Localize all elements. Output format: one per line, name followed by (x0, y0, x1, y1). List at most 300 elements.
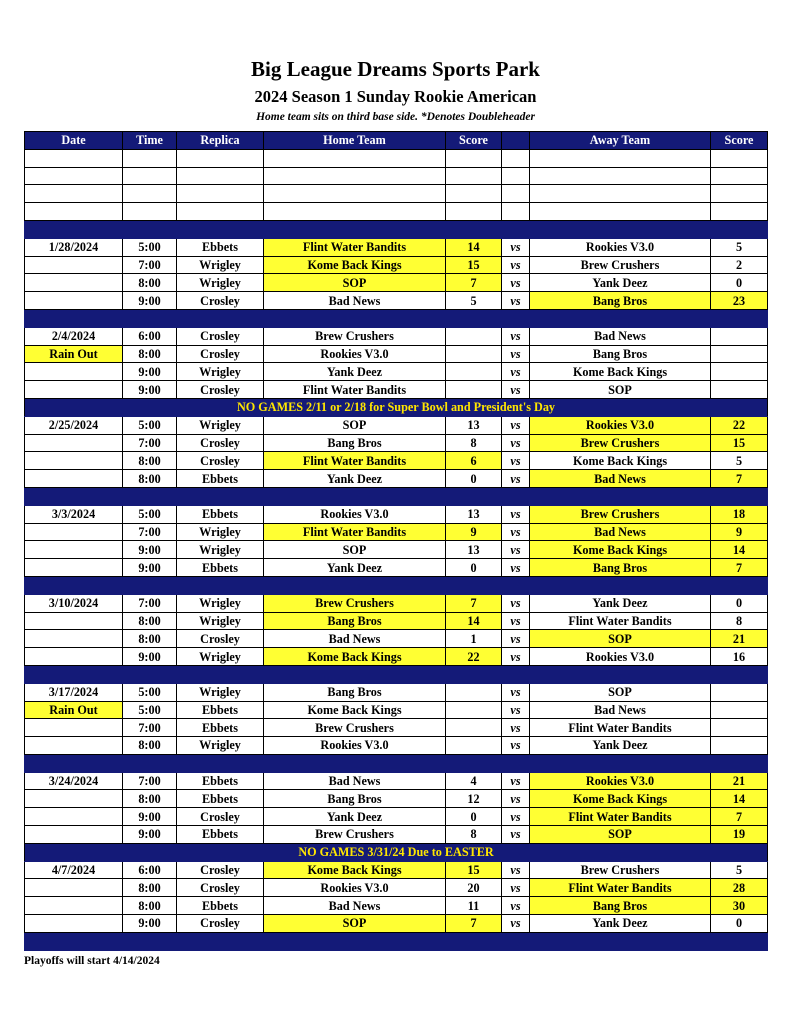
home-score-cell: 0 (446, 559, 502, 577)
home-score-cell: 0 (446, 808, 502, 826)
home-score-cell (446, 327, 502, 345)
game-row (25, 452, 768, 470)
empty-cell-time (123, 185, 177, 203)
separator-cell-away-score (711, 220, 768, 238)
game-row (25, 772, 768, 790)
away-score-cell: 28 (711, 879, 768, 897)
empty-cell-vs (502, 167, 530, 185)
game-row (25, 737, 768, 755)
home-team-cell: Flint Water Bandits (264, 238, 446, 256)
date-cell (25, 381, 123, 399)
date-cell (25, 790, 123, 808)
date-cell (25, 541, 123, 559)
vs-cell: vs (502, 861, 530, 879)
page-subtitle: 2024 Season 1 Sunday Rookie American (254, 87, 537, 106)
separator-cell-away-score (711, 665, 768, 683)
replica-cell: Wrigley (177, 523, 264, 541)
vs-cell: vs (502, 808, 530, 826)
footer-note: Playoffs will start 4/14/2024 (24, 955, 160, 967)
replica-cell: Ebbets (177, 470, 264, 488)
away-team-cell: Kome Back Kings (530, 452, 711, 470)
separator-cell-away-team (530, 576, 711, 594)
home-score-cell: 5 (446, 292, 502, 310)
home-score-cell (446, 683, 502, 701)
replica-cell: Crosley (177, 434, 264, 452)
vs-cell: vs (502, 345, 530, 363)
empty-cell-away-team (530, 185, 711, 203)
time-cell: 7:00 (123, 434, 177, 452)
empty-cell-vs (502, 185, 530, 203)
home-team-cell: Rookies V3.0 (264, 505, 446, 523)
replica-cell: Crosley (177, 327, 264, 345)
vs-cell: vs (502, 523, 530, 541)
col-header-away-score: Score (711, 132, 768, 150)
away-team-cell: Bad News (530, 701, 711, 719)
game-row (25, 470, 768, 488)
time-cell: 9:00 (123, 363, 177, 381)
home-team-cell: Rookies V3.0 (264, 879, 446, 897)
away-score-cell (711, 363, 768, 381)
separator-cell-home-team (264, 932, 446, 950)
vs-cell: vs (502, 238, 530, 256)
date-cell (25, 826, 123, 844)
empty-cell-away-score (711, 185, 768, 203)
home-team-cell: Flint Water Bandits (264, 523, 446, 541)
home-score-cell: 4 (446, 772, 502, 790)
home-score-cell: 15 (446, 861, 502, 879)
date-cell (25, 612, 123, 630)
vs-cell: vs (502, 826, 530, 844)
time-cell: 9:00 (123, 648, 177, 666)
separator-cell-away-team (530, 754, 711, 772)
separator-cell-date (25, 220, 123, 238)
game-row (25, 523, 768, 541)
home-score-cell: 8 (446, 826, 502, 844)
home-team-cell: Yank Deez (264, 470, 446, 488)
separator-cell-home-team (264, 309, 446, 327)
date-cell: 1/28/2024 (25, 238, 123, 256)
separator-cell-home-score (446, 754, 502, 772)
away-team-cell: SOP (530, 381, 711, 399)
home-team-cell: Kome Back Kings (264, 861, 446, 879)
vs-cell: vs (502, 630, 530, 648)
separator-cell-replica (177, 665, 264, 683)
away-score-cell: 5 (711, 238, 768, 256)
home-team-cell: Brew Crushers (264, 327, 446, 345)
away-team-cell: Bad News (530, 523, 711, 541)
away-team-cell: Yank Deez (530, 594, 711, 612)
time-cell: 5:00 (123, 683, 177, 701)
replica-cell: Wrigley (177, 648, 264, 666)
game-row (25, 897, 768, 915)
away-team-cell: Kome Back Kings (530, 363, 711, 381)
time-cell: 8:00 (123, 470, 177, 488)
away-team-cell: Flint Water Bandits (530, 612, 711, 630)
separator-cell-vs (502, 665, 530, 683)
game-row (25, 416, 768, 434)
time-cell: 8:00 (123, 452, 177, 470)
separator-cell-home-team (264, 220, 446, 238)
game-row (25, 719, 768, 737)
game-row (25, 559, 768, 577)
replica-cell: Ebbets (177, 238, 264, 256)
empty-cell-vs (502, 203, 530, 221)
home-score-cell (446, 719, 502, 737)
vs-cell: vs (502, 648, 530, 666)
home-team-cell: Bang Bros (264, 434, 446, 452)
date-cell (25, 897, 123, 915)
separator-cell-replica (177, 576, 264, 594)
away-score-cell: 19 (711, 826, 768, 844)
game-row (25, 808, 768, 826)
away-score-cell: 14 (711, 541, 768, 559)
replica-cell: Ebbets (177, 505, 264, 523)
separator-row (25, 309, 768, 327)
col-header-home-team: Home Team (264, 132, 446, 150)
game-row (25, 612, 768, 630)
date-cell: 2/25/2024 (25, 416, 123, 434)
away-score-cell: 7 (711, 470, 768, 488)
time-cell: 8:00 (123, 879, 177, 897)
away-team-cell: SOP (530, 826, 711, 844)
away-score-cell: 16 (711, 648, 768, 666)
away-score-cell: 21 (711, 630, 768, 648)
replica-cell: Ebbets (177, 772, 264, 790)
away-team-cell: Bang Bros (530, 345, 711, 363)
replica-cell: Wrigley (177, 363, 264, 381)
empty-row (25, 149, 768, 167)
away-team-cell: Yank Deez (530, 915, 711, 933)
game-row (25, 327, 768, 345)
home-score-cell: 15 (446, 256, 502, 274)
separator-cell-home-team (264, 754, 446, 772)
separator-cell-home-team (264, 665, 446, 683)
away-score-cell (711, 327, 768, 345)
date-cell (25, 452, 123, 470)
separator-cell-vs (502, 754, 530, 772)
away-team-cell: Bad News (530, 327, 711, 345)
time-cell: 9:00 (123, 381, 177, 399)
away-score-cell: 0 (711, 915, 768, 933)
away-score-cell: 30 (711, 897, 768, 915)
away-score-cell: 22 (711, 416, 768, 434)
away-team-cell: Flint Water Bandits (530, 808, 711, 826)
replica-cell: Crosley (177, 630, 264, 648)
away-team-cell: Rookies V3.0 (530, 238, 711, 256)
home-score-cell: 9 (446, 523, 502, 541)
notice-row (25, 843, 768, 861)
separator-row (25, 576, 768, 594)
home-score-cell: 1 (446, 630, 502, 648)
vs-cell: vs (502, 559, 530, 577)
replica-cell: Wrigley (177, 416, 264, 434)
notice-row (25, 398, 768, 416)
time-cell: 8:00 (123, 630, 177, 648)
home-score-cell (446, 345, 502, 363)
separator-cell-home-score (446, 487, 502, 505)
empty-cell-home-team (264, 185, 446, 203)
separator-row (25, 754, 768, 772)
separator-cell-vs (502, 220, 530, 238)
separator-cell-away-score (711, 754, 768, 772)
col-header-vs (502, 132, 530, 150)
time-cell: 5:00 (123, 416, 177, 434)
date-cell (25, 648, 123, 666)
vs-cell: vs (502, 594, 530, 612)
date-cell: 2/4/2024 (25, 327, 123, 345)
replica-cell: Ebbets (177, 826, 264, 844)
separator-cell-away-team (530, 220, 711, 238)
separator-cell-vs (502, 309, 530, 327)
home-team-cell: SOP (264, 915, 446, 933)
empty-cell-home-team (264, 203, 446, 221)
time-cell: 8:00 (123, 790, 177, 808)
home-team-cell: Bang Bros (264, 612, 446, 630)
game-row (25, 915, 768, 933)
date-cell (25, 719, 123, 737)
home-score-cell (446, 363, 502, 381)
separator-cell-home-score (446, 932, 502, 950)
time-cell: 9:00 (123, 292, 177, 310)
page-title: Big League Dreams Sports Park (251, 57, 540, 81)
away-team-cell: Rookies V3.0 (530, 772, 711, 790)
date-cell (25, 292, 123, 310)
home-score-cell: 0 (446, 470, 502, 488)
replica-cell: Ebbets (177, 559, 264, 577)
separator-row (25, 220, 768, 238)
home-score-cell: 13 (446, 541, 502, 559)
replica-cell: Wrigley (177, 594, 264, 612)
empty-cell-home-team (264, 149, 446, 167)
separator-cell-away-team (530, 665, 711, 683)
time-cell: 9:00 (123, 808, 177, 826)
home-score-cell: 14 (446, 612, 502, 630)
date-cell (25, 363, 123, 381)
notice-text: NO GAMES 2/11 or 2/18 for Super Bowl and President's Day (25, 398, 768, 416)
time-cell: 9:00 (123, 826, 177, 844)
schedule-table (24, 131, 768, 951)
separator-cell-time (123, 665, 177, 683)
vs-cell: vs (502, 772, 530, 790)
home-score-cell: 7 (446, 915, 502, 933)
time-cell: 7:00 (123, 594, 177, 612)
col-header-home-score: Score (446, 132, 502, 150)
away-team-cell: Flint Water Bandits (530, 879, 711, 897)
separator-row (25, 665, 768, 683)
home-team-cell: Brew Crushers (264, 826, 446, 844)
vs-cell: vs (502, 737, 530, 755)
replica-cell: Crosley (177, 292, 264, 310)
away-score-cell (711, 737, 768, 755)
separator-cell-home-score (446, 576, 502, 594)
date-cell (25, 737, 123, 755)
away-team-cell: Bad News (530, 470, 711, 488)
header-row (25, 132, 768, 150)
date-cell (25, 434, 123, 452)
empty-cell-date (25, 167, 123, 185)
rain-out-label: Rain Out (25, 701, 123, 719)
time-cell: 9:00 (123, 915, 177, 933)
game-row (25, 363, 768, 381)
away-score-cell: 7 (711, 808, 768, 826)
time-cell: 6:00 (123, 861, 177, 879)
away-score-cell: 2 (711, 256, 768, 274)
away-score-cell: 23 (711, 292, 768, 310)
separator-cell-date (25, 576, 123, 594)
replica-cell: Wrigley (177, 274, 264, 292)
game-row (25, 238, 768, 256)
game-row (25, 345, 768, 363)
game-row (25, 826, 768, 844)
separator-cell-replica (177, 487, 264, 505)
empty-cell-away-team (530, 167, 711, 185)
page-note: Home team sits on third base side. *Denotes Doubleheader (256, 111, 535, 123)
notice-text: NO GAMES 3/31/24 Due to EASTER (25, 843, 768, 861)
replica-cell: Crosley (177, 345, 264, 363)
away-team-cell: Rookies V3.0 (530, 648, 711, 666)
away-score-cell (711, 381, 768, 399)
empty-cell-time (123, 203, 177, 221)
game-row (25, 434, 768, 452)
time-cell: 6:00 (123, 327, 177, 345)
separator-row (25, 932, 768, 950)
game-row (25, 683, 768, 701)
empty-cell-away-team (530, 149, 711, 167)
game-row (25, 541, 768, 559)
separator-cell-away-team (530, 487, 711, 505)
home-team-cell: Rookies V3.0 (264, 737, 446, 755)
home-score-cell: 8 (446, 434, 502, 452)
game-row (25, 505, 768, 523)
separator-cell-home-score (446, 309, 502, 327)
home-team-cell: Bad News (264, 772, 446, 790)
vs-cell: vs (502, 719, 530, 737)
separator-cell-replica (177, 309, 264, 327)
vs-cell: vs (502, 256, 530, 274)
game-row (25, 790, 768, 808)
vs-cell: vs (502, 381, 530, 399)
vs-cell: vs (502, 897, 530, 915)
home-score-cell: 7 (446, 594, 502, 612)
home-team-cell: Yank Deez (264, 808, 446, 826)
empty-row (25, 167, 768, 185)
home-score-cell: 12 (446, 790, 502, 808)
separator-cell-vs (502, 932, 530, 950)
away-score-cell: 14 (711, 790, 768, 808)
separator-cell-away-team (530, 932, 711, 950)
time-cell: 8:00 (123, 737, 177, 755)
separator-cell-time (123, 754, 177, 772)
col-header-away-team: Away Team (530, 132, 711, 150)
date-cell (25, 630, 123, 648)
game-row (25, 274, 768, 292)
home-team-cell: SOP (264, 416, 446, 434)
empty-cell-replica (177, 185, 264, 203)
time-cell: 7:00 (123, 523, 177, 541)
away-team-cell: SOP (530, 683, 711, 701)
game-row (25, 879, 768, 897)
home-score-cell: 13 (446, 416, 502, 434)
vs-cell: vs (502, 915, 530, 933)
time-cell: 5:00 (123, 505, 177, 523)
game-row (25, 648, 768, 666)
vs-cell: vs (502, 701, 530, 719)
away-score-cell (711, 719, 768, 737)
away-score-cell: 7 (711, 559, 768, 577)
away-team-cell: Rookies V3.0 (530, 416, 711, 434)
separator-cell-date (25, 932, 123, 950)
home-team-cell: Kome Back Kings (264, 256, 446, 274)
time-cell: 7:00 (123, 256, 177, 274)
date-cell: 3/24/2024 (25, 772, 123, 790)
home-team-cell: Flint Water Bandits (264, 452, 446, 470)
time-cell: 7:00 (123, 772, 177, 790)
vs-cell: vs (502, 434, 530, 452)
empty-cell-away-score (711, 203, 768, 221)
time-cell: 9:00 (123, 559, 177, 577)
away-team-cell: Brew Crushers (530, 434, 711, 452)
date-cell (25, 915, 123, 933)
away-score-cell (711, 701, 768, 719)
home-team-cell: Kome Back Kings (264, 701, 446, 719)
away-score-cell: 21 (711, 772, 768, 790)
home-team-cell: Bad News (264, 292, 446, 310)
away-score-cell: 18 (711, 505, 768, 523)
col-header-replica: Replica (177, 132, 264, 150)
empty-cell-home-score (446, 149, 502, 167)
away-score-cell: 15 (711, 434, 768, 452)
separator-cell-time (123, 220, 177, 238)
home-score-cell: 22 (446, 648, 502, 666)
home-score-cell: 7 (446, 274, 502, 292)
away-team-cell: Flint Water Bandits (530, 719, 711, 737)
separator-cell-date (25, 754, 123, 772)
replica-cell: Ebbets (177, 719, 264, 737)
vs-cell: vs (502, 274, 530, 292)
time-cell: 9:00 (123, 541, 177, 559)
time-cell: 8:00 (123, 612, 177, 630)
home-team-cell: Brew Crushers (264, 719, 446, 737)
separator-cell-home-team (264, 576, 446, 594)
away-team-cell: Kome Back Kings (530, 541, 711, 559)
empty-cell-date (25, 185, 123, 203)
away-team-cell: Yank Deez (530, 737, 711, 755)
time-cell: 5:00 (123, 701, 177, 719)
vs-cell: vs (502, 505, 530, 523)
separator-cell-date (25, 487, 123, 505)
date-cell: 4/7/2024 (25, 861, 123, 879)
separator-cell-away-score (711, 487, 768, 505)
game-row (25, 701, 768, 719)
empty-cell-replica (177, 203, 264, 221)
vs-cell: vs (502, 683, 530, 701)
away-team-cell: Brew Crushers (530, 505, 711, 523)
empty-row (25, 203, 768, 221)
game-row (25, 861, 768, 879)
game-row (25, 381, 768, 399)
separator-cell-time (123, 576, 177, 594)
date-cell: 3/10/2024 (25, 594, 123, 612)
separator-cell-date (25, 309, 123, 327)
empty-cell-away-score (711, 149, 768, 167)
replica-cell: Ebbets (177, 897, 264, 915)
vs-cell: vs (502, 541, 530, 559)
date-cell (25, 523, 123, 541)
separator-cell-time (123, 932, 177, 950)
col-header-date: Date (25, 132, 123, 150)
empty-cell-home-score (446, 203, 502, 221)
empty-cell-replica (177, 167, 264, 185)
